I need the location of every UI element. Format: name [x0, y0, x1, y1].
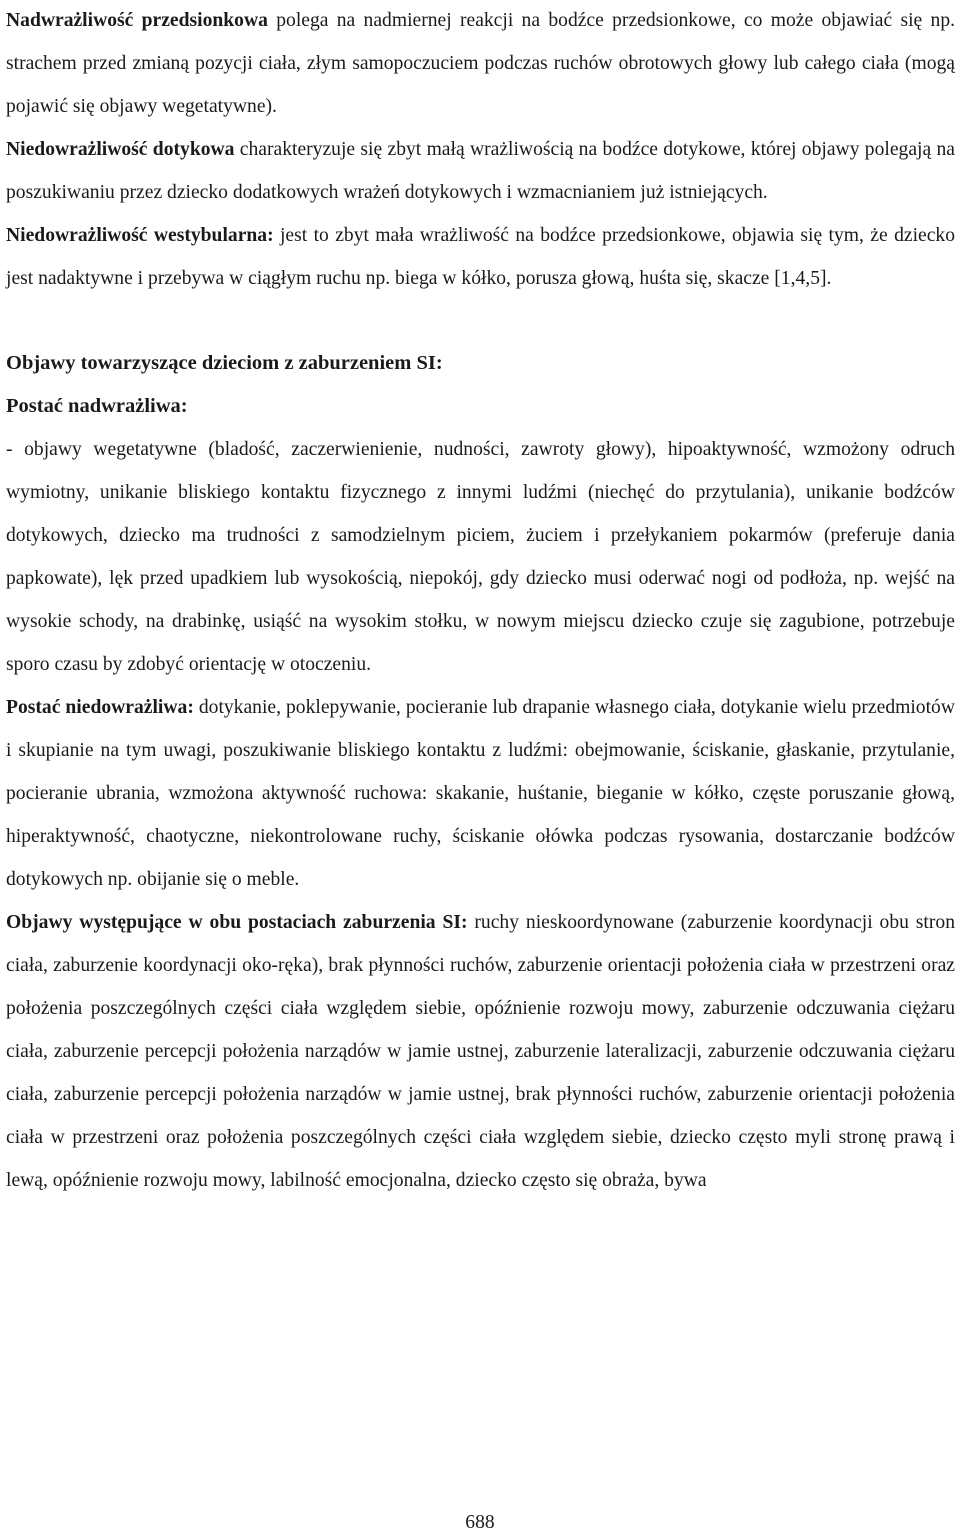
paragraph-text: jest to zbyt mała wrażliwość na bodźce przedsionkowe, objawia się tym, że dziecko jest nadaktywne i przebywa w ciągłym ruchu np. biega w kółko, porusza głową, huśta się, skacze [1,4,5].	[6, 225, 956, 289]
paragraph-niedowrazliwosc-dotykowa	[6, 128, 955, 214]
paragraph-postac-nadwrazliwa	[6, 428, 955, 686]
paragraph-postac-niedowrazliwa	[6, 686, 955, 901]
paragraph-obie-postacie	[6, 901, 955, 1202]
paragraph-text: charakteryzuje się zbyt małą wrażliwością na bodźce dotykowe, której objawy polegają na poszukiwaniu przez dziecko dodatkowych wrażeń dotykowych i wzmacnianiem już istniejących.	[6, 139, 955, 203]
section-heading: Objawy towarzyszące dzieciom z zaburzeniem SI:	[6, 352, 443, 374]
document-page	[6, 0, 955, 1202]
paragraph-text: - objawy wegetatywne (bladość, zaczerwienienie, nudności, zawroty głowy), hipoaktywność, wzmożony odruch wymiotny, unikanie bliskiego kontaktu fizycznego z innymi ludźmi (niechęć do przytulania), unikanie bodźców dotykowych, dziecko ma trudności z samodzielnym piciem, żuciem i przełykaniem pokarmów (preferuje dania papkowate), lęk przed upadkiem lub wysokością, niepokój, gdy dziecko musi oderwać nogi od podłoża, np. wejść na wysokie schody, na drabinkę, usiąść na wysokim stołku, w nowym miejscu dziecko czuje się zagubione, potrzebuje sporo czasu by zdobyć orientację w otoczeniu.	[6, 439, 955, 675]
term-niedowrazliwosc-westybularna: Niedowrażliwość westybularna:	[6, 225, 274, 246]
term-obie-postacie: Objawy występujące w obu postaciach zaburzenia SI:	[6, 912, 468, 933]
paragraph-niedowrazliwosc-westybularna	[6, 214, 955, 300]
paragraph-text: polega na nadmiernej reakcji na bodźce przedsionkowe, co może objawiać się np. strachem przed zmianą pozycji ciała, złym samopoczuciem podczas ruchów obrotowych głowy lub całego ciała (mogą pojawić się objawy wegetatywne).	[6, 10, 956, 117]
subheading-postac-nadwrazliwa: Postać nadwrażliwa:	[6, 395, 188, 417]
paragraph-text: dotykanie, poklepywanie, pocieranie lub drapanie własnego ciała, dotykanie wielu przedmiotów i skupianie na tym uwagi, poszukiwanie bliskiego kontaktu z ludźmi: obejmowanie, ściskanie, głaskanie, przytulanie, pocieranie ubrania, wzmożona aktywność ruchowa: skakanie, huśtanie, bieganie w kółko, częste poruszanie głową, hiperaktywność, chaotyczne, niekontrolowane ruchy, ściskanie ołówka podczas rysowania, dostarczanie bodźców dotykowych np. obijanie się o meble.	[6, 697, 955, 890]
term-niedowrazliwosc-dotykowa: Niedowrażliwość dotykowa	[6, 139, 235, 160]
paragraph-text: ruchy nieskoordynowane (zaburzenie koordynacji obu stron ciała, zaburzenie koordynacji oko-ręka), brak płynności ruchów, zaburzenie orientacji położenia ciała w przestrzeni oraz położenia poszczególnych części ciała względem siebie, opóźnienie rozwoju mowy, zaburzenie odczuwania ciężaru ciała, zaburzenie percepcji położenia narządów w jamie ustnej, zaburzenie lateralizacji, zaburzenie odczuwania ciężaru ciała, zaburzenie percepcji położenia narządów w jamie ustnej, brak płynności ruchów, zaburzenie orientacji położenia ciała w przestrzeni oraz położenia poszczególnych części ciała względem siebie, dziecko często myli stronę prawą i lewą, opóźnienie rozwoju mowy, labilność emocjonalna, dziecko często się obraża, bywa	[6, 912, 955, 1191]
term-postac-niedowrazliwa: Postać niedowrażliwa:	[6, 697, 194, 718]
paragraph-spacer	[6, 300, 955, 342]
paragraph-nadwrazliwosc-przedsionkowa	[6, 0, 955, 128]
term-nadwrazliwosc-przedsionkowa: Nadwrażliwość przedsionkowa	[6, 10, 268, 31]
page-number: 688	[465, 1512, 495, 1533]
